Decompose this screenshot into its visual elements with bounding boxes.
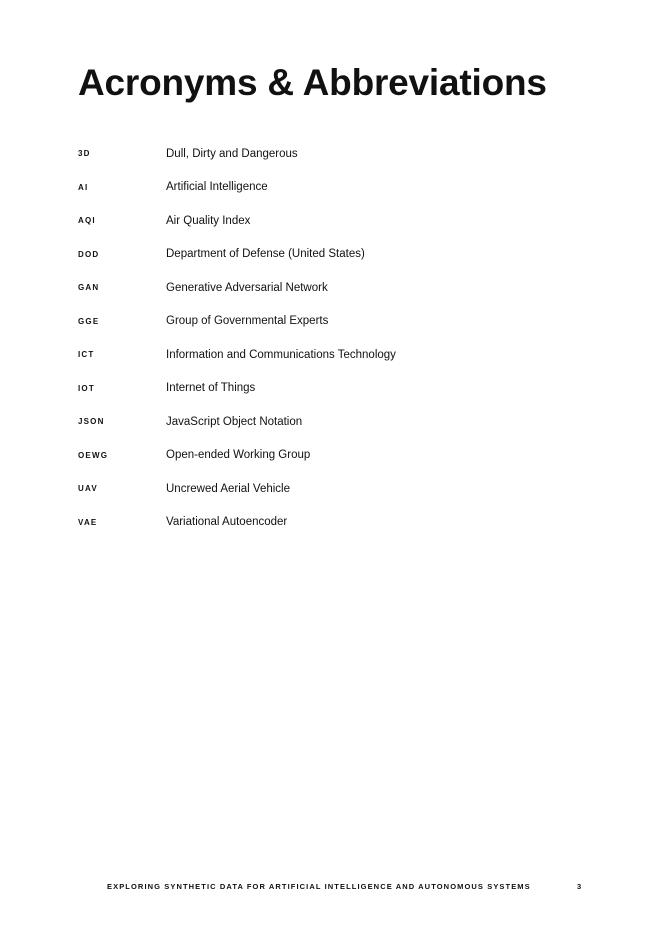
acronym-row	[78, 472, 578, 506]
acronym-definition: Department of Defense (United States)	[166, 248, 365, 261]
acronym-term: AQI	[78, 216, 96, 226]
acronym-definition: Variational Autoencoder	[166, 516, 288, 529]
acronym-definition: Dull, Dirty and Dangerous	[166, 147, 298, 160]
acronym-term: IOT	[78, 383, 95, 393]
acronym-row	[78, 238, 578, 272]
acronym-row	[78, 338, 578, 372]
acronym-definition: Artificial Intelligence	[166, 181, 268, 194]
acronym-row	[78, 204, 578, 238]
acronym-row	[78, 506, 578, 540]
acronym-definition: Open-ended Working Group	[166, 449, 311, 462]
acronym-term: OEWG	[78, 450, 109, 460]
acronym-definition: Air Quality Index	[166, 214, 251, 227]
acronym-row	[78, 372, 578, 406]
page-number: 3	[577, 882, 582, 891]
acronym-row	[78, 137, 578, 171]
acronym-row	[78, 405, 578, 439]
acronym-definition: Group of Governmental Experts	[166, 315, 329, 328]
acronym-list	[78, 137, 578, 539]
acronym-term: ICT	[78, 350, 95, 360]
acronym-term: UAV	[78, 484, 98, 494]
acronym-term: VAE	[78, 517, 98, 527]
acronym-definition: Internet of Things	[166, 382, 256, 395]
acronym-row	[78, 271, 578, 305]
acronym-term: JSON	[78, 417, 105, 427]
acronym-definition: JavaScript Object Notation	[166, 415, 303, 428]
acronym-row	[78, 439, 578, 473]
acronym-term: AI	[78, 182, 89, 192]
acronym-definition: Uncrewed Aerial Vehicle	[166, 482, 291, 495]
acronym-row	[78, 305, 578, 339]
acronym-definition: Information and Communications Technology	[166, 348, 396, 361]
acronym-definition: Generative Adversarial Network	[166, 281, 328, 294]
acronym-term: GGE	[78, 316, 100, 326]
acronym-term: 3D	[78, 149, 91, 159]
acronym-term: GAN	[78, 283, 100, 293]
acronym-term: DOD	[78, 249, 100, 259]
page-title: Acronyms & Abbreviations	[78, 62, 547, 103]
acronym-row	[78, 171, 578, 205]
footer-document-title: EXPLORING SYNTHETIC DATA FOR ARTIFICIAL INTELLIGENCE AND AUTONOMOUS SYSTEMS	[107, 882, 531, 891]
